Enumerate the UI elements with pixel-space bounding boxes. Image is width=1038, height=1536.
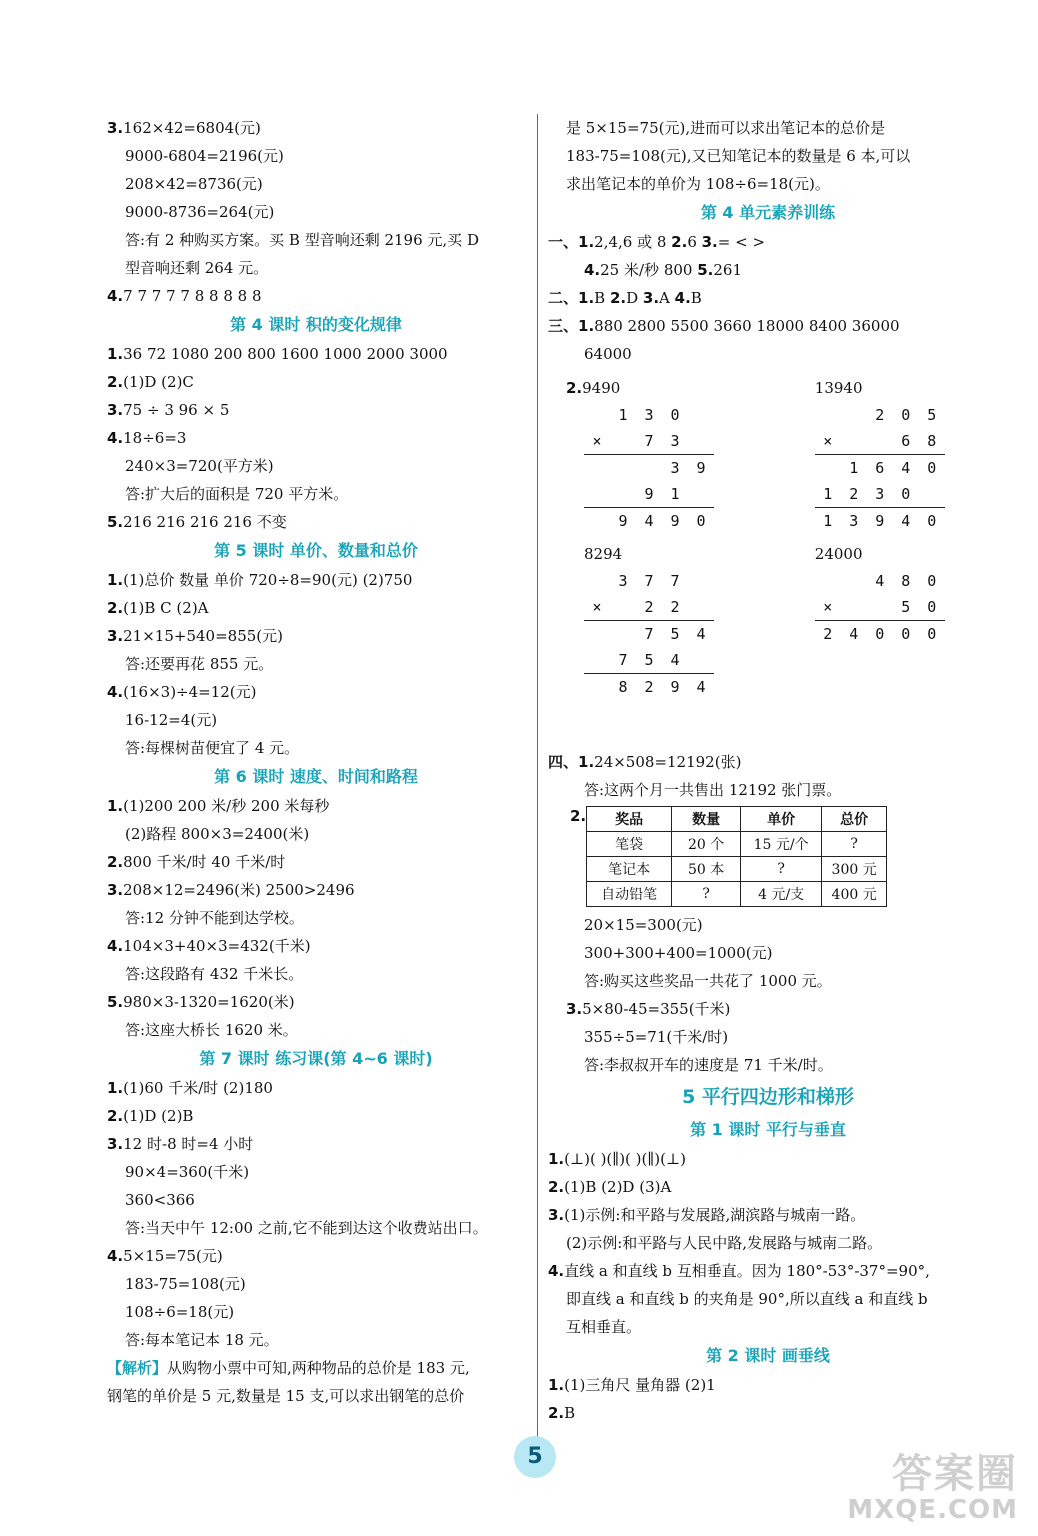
analysis-line: 【解析】从购物小票中可知,两种物品的总价是 183 元, (107, 1359, 470, 1377)
answer-line: 4.25 米/秒 800 5.261 (584, 261, 742, 279)
answer-line: 4.18÷6=3 (107, 429, 187, 447)
answer-line: 1.(1)三角尺 量角器 (2)1 (548, 1376, 716, 1394)
analysis-line: 钢笔的单价是 5 元,数量是 15 支,可以求出钢笔的总价 (107, 1387, 465, 1405)
table-row: 笔记本 50 本 ? 300 元 (587, 857, 887, 882)
answer-line: 4.直线 a 和直线 b 互相垂直。因为 180°-53°-37°=90°, (548, 1262, 930, 1280)
analysis-tag: 【解析】 (107, 1359, 168, 1377)
answer-line: 2.(1)B (2)D (3)A (548, 1178, 672, 1196)
answer-line: 1.36 72 1080 200 800 1600 1000 2000 3000 (107, 345, 448, 363)
unit-title: 5 平行四边形和梯形 (682, 1086, 854, 1108)
answer-line: 3.75 ÷ 3 96 × 5 (107, 401, 230, 419)
answer-line: 20×15=300(元) (584, 916, 703, 934)
column-divider (537, 114, 538, 1454)
answer-line: 型音响还剩 264 元。 (125, 259, 269, 277)
table-row: 自动铅笔 ? 4 元/支 400 元 (587, 882, 887, 907)
answer-line: 4.5×15=75(元) (107, 1247, 223, 1265)
answer-line: 9000-8736=264(元) (125, 203, 275, 221)
answer-line: 9000-6804=2196(元) (125, 147, 284, 165)
vertical-multiplication: 8294 3 7 7 × 2 2 7 5 4 7 5 4 8 2 9 4 (584, 540, 714, 700)
page-number: 5 (514, 1436, 556, 1478)
answer-line: 1.(1)200 200 米/秒 200 米每秒 (107, 797, 330, 815)
answer-line: 1.(1)60 千米/时 (2)180 (107, 1079, 273, 1097)
answer-line: 答:扩大后的面积是 720 平方米。 (125, 485, 349, 503)
answer-line: 4.7 7 7 7 7 8 8 8 8 8 (107, 287, 262, 305)
vertical-multiplication: 2.9490 1 3 0 × 7 3 3 9 9 1 9 4 9 0 (584, 374, 714, 534)
unit-training-heading: 第 4 单元素养训练 (700, 203, 836, 222)
answer-line: 64000 (584, 345, 632, 363)
analysis-line: 是 5×15=75(元),进而可以求出笔记本的总价是 (566, 119, 886, 137)
answer-line: 四、1.24×508=12192(张) (548, 753, 742, 771)
answer-line: 3.5×80-45=355(千米) (566, 1000, 731, 1018)
answer-line: 答:当天中午 12:00 之前,它不能到达这个收费站出口。 (125, 1219, 488, 1237)
answer-line: 3.(1)示例:和平路与发展路,湖滨路与城南一路。 (548, 1206, 866, 1224)
answer-line: 4.104×3+40×3=432(千米) (107, 937, 311, 955)
answer-line: 答:这段路有 432 千米长。 (125, 965, 304, 983)
answer-line: 2.(1)D (2)B (107, 1107, 194, 1125)
answer-line: 183-75=108(元) (125, 1275, 246, 1293)
lesson-heading: 第 4 课时 积的变化规律 (230, 315, 402, 334)
answer-line: 答:这座大桥长 1620 米。 (125, 1021, 298, 1039)
answer-line: 答:这两个月一共售出 12192 张门票。 (584, 781, 842, 799)
answer-line: 90×4=360(千米) (125, 1163, 250, 1181)
vertical-multiplication: 13940 2 0 5 × 6 8 1 6 4 0 1 2 3 0 1 3 9 4 0 (815, 374, 945, 534)
lesson-heading: 第 7 课时 练习课(第 4~6 课时) (199, 1049, 433, 1068)
vm-row (584, 540, 988, 700)
prize-table: 奖品 数量 单价 总价 笔袋 20 个 15 元/个 ? 笔记本 50 本 ? 300 元 自动铅笔 ? 4 元/支 400 元 (586, 806, 887, 907)
lesson-heading: 第 2 课时 画垂线 (706, 1346, 830, 1365)
answer-line: 答:每本笔记本 18 元。 (125, 1331, 279, 1349)
answer-line: 答:还要再花 855 元。 (125, 655, 274, 673)
lesson-heading: 第 1 课时 平行与垂直 (690, 1120, 846, 1139)
answer-line: 二、1.B 2.D 3.A 4.B (548, 289, 702, 307)
answer-line: 答:有 2 种购买方案。买 B 型音响还剩 2196 元,买 D (125, 231, 479, 249)
answer-line: 3.12 时-8 时=4 小时 (107, 1135, 254, 1153)
right-column (548, 114, 988, 1427)
answer-line: 2.(1)B C (2)A (107, 599, 209, 617)
answer-line: 240×3=720(平方米) (125, 457, 274, 475)
answer-line: 答:购买这些奖品一共花了 1000 元。 (584, 972, 832, 990)
table-row: 笔袋 20 个 15 元/个 ? (587, 832, 887, 857)
vertical-multiplications (548, 368, 988, 700)
answer-line: 208×42=8736(元) (125, 175, 263, 193)
lesson-heading: 第 5 课时 单价、数量和总价 (214, 541, 418, 560)
analysis-line: 183-75=108(元),又已知笔记本的数量是 6 本,可以 (566, 147, 911, 165)
answer-line: 3.21×15+540=855(元) (107, 627, 283, 645)
lesson-heading: 第 6 课时 速度、时间和路程 (214, 767, 418, 786)
answer-line: 2.(1)D (2)C (107, 373, 194, 391)
answer-line: 2.800 千米/时 40 千米/时 (107, 853, 286, 871)
answer-line: 一、1.2,4,6 或 8 2.6 3.= < > (548, 233, 766, 251)
vertical-multiplication: 24000 4 8 0 × 5 0 2 4 0 0 0 (815, 540, 945, 647)
analysis-line: 求出笔记本的单价为 108÷6=18(元)。 (566, 175, 830, 193)
answer-line: 答:12 分钟不能到达学校。 (125, 909, 304, 927)
watermark-logo: 答案圈 MXQE.COM (847, 1451, 1018, 1525)
answer-line: 300+300+400=1000(元) (584, 944, 773, 962)
answer-line: 5.980×3-1320=1620(米) (107, 993, 295, 1011)
answer-line: 4.(16×3)÷4=12(元) (107, 683, 257, 701)
answer-line: 1.(⊥)( )(∥)( )(∥)(⊥) (548, 1150, 686, 1168)
left-column (107, 114, 525, 1410)
answer-line: 108÷6=18(元) (125, 1303, 235, 1321)
answer-line: (2)示例:和平路与人民中路,发展路与城南二路。 (566, 1234, 883, 1252)
answer-line: 互相垂直。 (566, 1318, 642, 1336)
answer-line: 即直线 a 和直线 b 的夹角是 90°,所以直线 a 和直线 b (566, 1290, 928, 1308)
answer-line: 答:每棵树苗便宜了 4 元。 (125, 739, 300, 757)
answer-line: 16-12=4(元) (125, 711, 218, 729)
answer-line: 2.B (548, 1404, 576, 1422)
answer-line: 三、1.880 2800 5500 3660 18000 8400 36000 (548, 317, 900, 335)
answer-line: 5.216 216 216 216 不变 (107, 513, 287, 531)
answer-line: 3.208×12=2496(米) 2500>2496 (107, 881, 355, 899)
answer-line: (2)路程 800×3=2400(米) (125, 825, 310, 843)
answer-line: 答:李叔叔开车的速度是 71 千米/时。 (584, 1056, 833, 1074)
prize-table-block: 2. 奖品 数量 单价 总价 笔袋 20 个 15 元/个 ? 笔记本 50 本 ? 300 元 自动铅笔 ? 4 元/支 400 元 (548, 804, 988, 911)
answer-line: 3.162×42=6804(元) (107, 119, 261, 137)
answer-line: 355÷5=71(千米/时) (584, 1028, 729, 1046)
answer-line: 1.(1)总价 数量 单价 720÷8=90(元) (2)750 (107, 571, 413, 589)
vm-row (566, 374, 988, 534)
answer-line: 360<366 (125, 1191, 195, 1209)
